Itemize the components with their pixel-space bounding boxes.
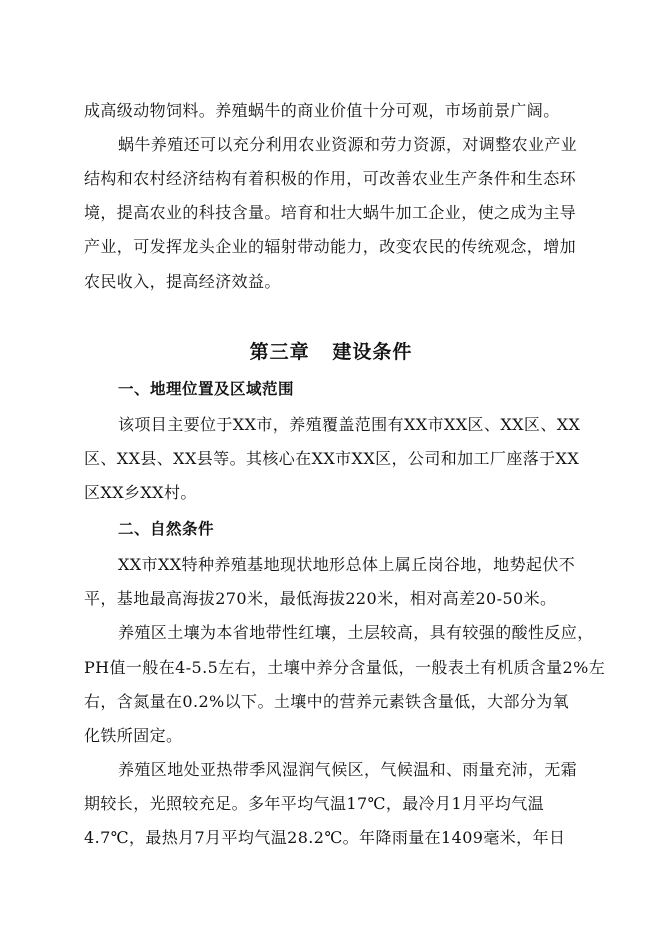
text-line: 成高级动物饲料。养殖蜗牛的商业价值十分可观，市场前景广阔。 — [84, 101, 560, 120]
text-line: 期较长，光照较充足。多年平均气温17℃，最冷月1月平均气温 — [84, 794, 545, 813]
text-line: XX市XX特种养殖基地现状地形总体上属丘岗谷地，地势起伏不 — [118, 555, 576, 574]
text-line: 区、XX县、XX县等。其核心在XX市XX区，公司和加工厂座落于XX — [84, 449, 580, 468]
text-line: 结构和农村经济结构有着积极的作用，可改善农业生产条件和生态环 — [84, 169, 577, 188]
text-line: 区XX乡XX村。 — [84, 483, 197, 502]
section-heading: 一、地理位置及区域范围 — [118, 380, 295, 398]
text-line: 养殖区地处亚热带季风湿润气候区，气候温和、雨量充沛，无霜 — [118, 760, 578, 779]
text-line: 化铁所固定。 — [84, 726, 183, 745]
text-line: PH值一般在4-5.5左右，土壤中养分含量低，一般表土有机质含量2%左 — [84, 658, 606, 677]
text-line: 养殖区土壤为本省地带性红壤，土层较高，具有较强的酸性反应， — [118, 623, 594, 642]
text-line: 境，提高农业的科技含量。培育和壮大蜗牛加工企业，使之成为主导 — [84, 203, 577, 222]
text-line: 该项目主要位于XX市，养殖覆盖范围有XX市XX区、XX区、XX — [118, 415, 581, 434]
section-heading: 二、自然条件 — [118, 520, 215, 538]
text-line: 4.7℃，最热月7月平均气温28.2℃。年降雨量在1409毫米，年日 — [84, 828, 566, 847]
chapter-title: 第三章 建设条件 — [249, 341, 413, 363]
text-line: 产业，可发挥龙头企业的辐射带动能力，改变农民的传统观念，增加 — [84, 237, 577, 256]
text-line: 平，基地最高海拔270米，最低海拔220米，相对高差20-50米。 — [84, 589, 557, 608]
text-line: 蜗牛养殖还可以充分利用农业资源和劳力资源，对调整农业产业 — [118, 135, 578, 154]
text-line: 农民收入，提高经济效益。 — [84, 272, 281, 291]
text-line: 右，含氮量在0.2%以下。土壤中的营养元素铁含量低，大部分为氧 — [84, 692, 570, 711]
